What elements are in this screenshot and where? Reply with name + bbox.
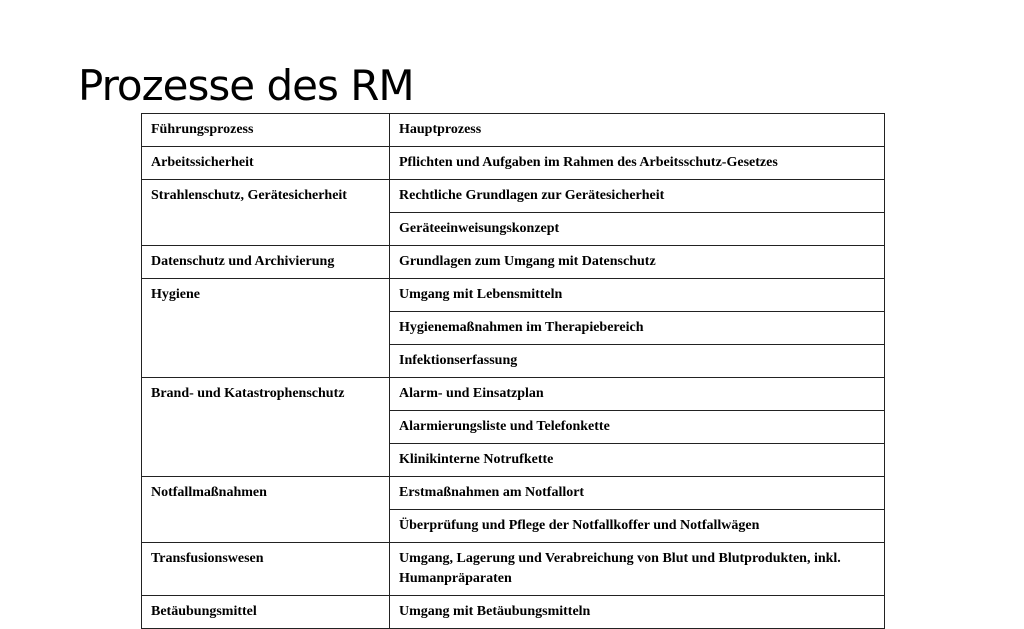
table-row [142,596,885,629]
hauptprozess-cell: Alarm- und Einsatzplan [390,378,885,411]
hauptprozess-cell: Infektionserfassung [390,345,885,378]
hauptprozess-cell: Erstmaßnahmen am Notfallort [390,477,885,510]
fuehrungsprozess-cell: Notfallmaßnahmen [142,477,390,543]
slide-title: Prozesse des RM [78,61,414,110]
table-row [142,477,885,510]
fuehrungsprozess-cell: Datenschutz und Archivierung [142,246,390,279]
table-header-row [142,114,885,147]
hauptprozess-cell: Alarmierungsliste und Telefonkette [390,411,885,444]
fuehrungsprozess-cell: Hygiene [142,279,390,378]
hauptprozess-cell: Umgang mit Lebensmitteln [390,279,885,312]
hauptprozess-cell: Klinikinterne Notrufkette [390,444,885,477]
table-row [142,246,885,279]
process-table-container [141,113,884,629]
hauptprozess-cell: Hygienemaßnahmen im Therapiebereich [390,312,885,345]
header-fuehrungsprozess: Führungsprozess [142,114,390,147]
hauptprozess-cell: Geräteeinweisungskonzept [390,213,885,246]
hauptprozess-cell: Überprüfung und Pflege der Notfallkoffer und Notfallwägen [390,510,885,543]
table-row [142,378,885,411]
fuehrungsprozess-cell: Arbeitssicherheit [142,147,390,180]
fuehrungsprozess-cell: Betäubungsmittel [142,596,390,629]
fuehrungsprozess-cell: Transfusionswesen [142,543,390,596]
process-table [141,113,885,629]
table-row [142,279,885,312]
table-row [142,543,885,596]
hauptprozess-cell: Rechtliche Grundlagen zur Gerätesicherheit [390,180,885,213]
hauptprozess-cell: Grundlagen zum Umgang mit Datenschutz [390,246,885,279]
hauptprozess-cell: Umgang mit Betäubungsmitteln [390,596,885,629]
fuehrungsprozess-cell: Strahlenschutz, Gerätesicherheit [142,180,390,246]
fuehrungsprozess-cell: Brand- und Katastrophenschutz [142,378,390,477]
header-hauptprozess: Hauptprozess [390,114,885,147]
hauptprozess-cell: Umgang, Lagerung und Verabreichung von Blut und Blutprodukten, inkl. Humanpräparaten [390,543,885,596]
table-row [142,180,885,213]
hauptprozess-cell: Pflichten und Aufgaben im Rahmen des Arbeitsschutz-Gesetzes [390,147,885,180]
table-row [142,147,885,180]
